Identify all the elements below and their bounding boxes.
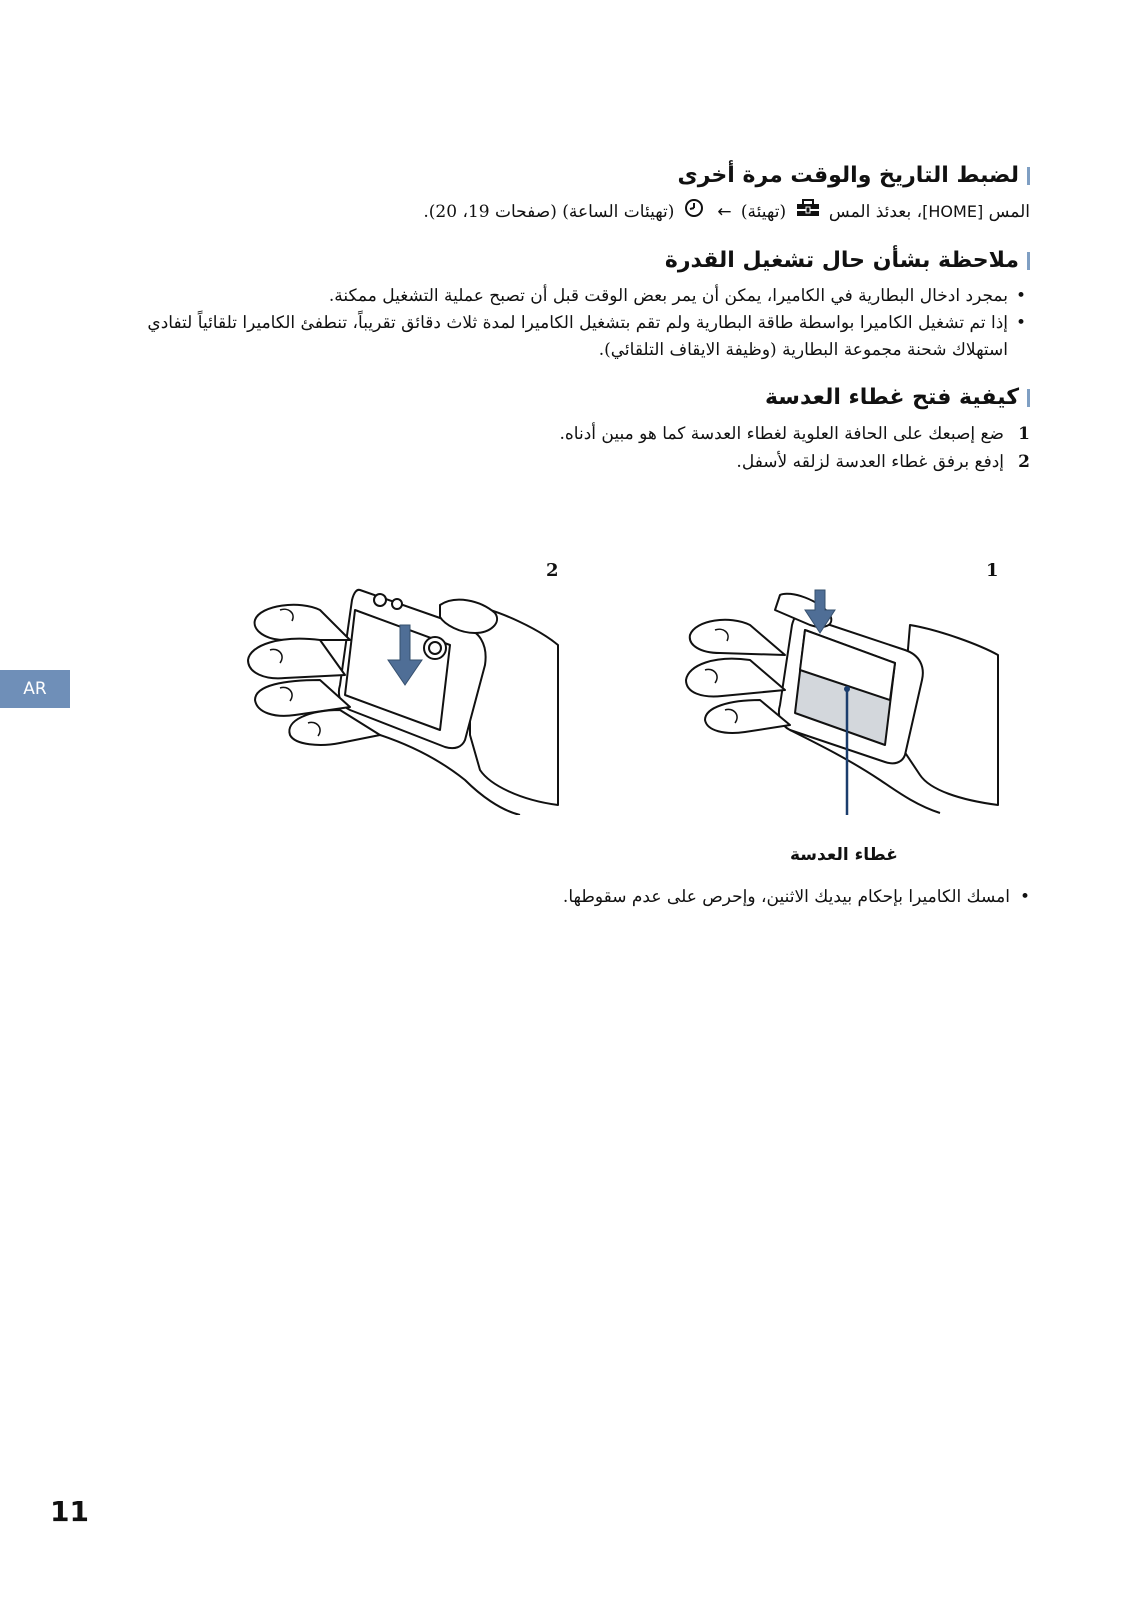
step-item — [110, 420, 1030, 448]
bullet-dot: • — [1015, 313, 1026, 333]
heading-bar — [1027, 167, 1030, 185]
language-tab: AR — [0, 670, 70, 708]
section-heading-power — [110, 245, 1030, 277]
bullet-dot: • — [1015, 286, 1026, 306]
section-heading-date-time — [110, 160, 1030, 192]
camera-slide-illustration — [240, 585, 570, 815]
step-text: ضع إصبعك على الحافة العلوية لغطاء العدسة كما هو مبين أدناه. — [559, 424, 1004, 444]
heading-text: كيفية فتح غطاء العدسة — [764, 385, 1019, 410]
power-notes-list — [110, 283, 1030, 364]
instr-text-2: ، بعدئذ المس — [828, 202, 923, 222]
step-item — [110, 448, 1030, 476]
page-number: 11 — [50, 1495, 89, 1528]
heading-text: ملاحظة بشأن حال تشغيل القدرة — [664, 248, 1019, 273]
illustration-label-1: 1 — [986, 560, 999, 581]
heading-bar — [1027, 389, 1030, 407]
date-time-instruction — [110, 198, 1030, 227]
list-item-text: إذا تم تشغيل الكاميرا بواسطة طاقة البطارية ولم تقم بتشغيل الكاميرا لمدة ثلاث دقائق تقريباً، تنطفئ الكاميرا تلقائياً لتفادي استهلاك شحنة مجموعة البطارية (وظيفة الايقاف التلقائي). — [147, 313, 1008, 360]
list-item-text: بمجرد ادخال البطارية في الكاميرا، يمكن أن يمر بعض الوقت قبل أن تصبح عملية التشغيل ممكنة. — [328, 286, 1008, 306]
instr-text-1: المس — [988, 202, 1030, 222]
toolbox-icon — [796, 199, 820, 226]
list-item — [110, 310, 1030, 364]
list-item — [110, 283, 1030, 310]
arrow-icon: ← — [717, 202, 732, 222]
camera-finger-illustration — [680, 585, 1010, 815]
step-number: 2 — [1018, 452, 1030, 472]
section-heading-lens-cover — [110, 382, 1030, 414]
note-text: امسك الكاميرا بإحكام بيديك الاثنين، وإحرص على عدم سقوطها. — [562, 887, 1010, 907]
clock-label: (تهيئات الساعة) (صفحات 19، 20). — [423, 202, 675, 222]
clock-icon — [684, 198, 704, 227]
page-content — [110, 160, 1030, 476]
home-key-label: [HOME] — [922, 202, 984, 221]
heading-text: لضبط التاريخ والوقت مرة أخرى — [677, 163, 1019, 188]
step-text: إدفع برفق غطاء العدسة لزلقه لأسفل. — [736, 452, 1004, 472]
heading-bar — [1027, 252, 1030, 270]
lens-cover-steps — [110, 420, 1030, 476]
lens-cover-caption: غطاء العدسة — [790, 845, 898, 865]
handling-note — [110, 884, 1030, 911]
setup-label: (تهيئة) — [740, 202, 787, 222]
illustration-label-2: 2 — [546, 560, 559, 581]
step-number: 1 — [1018, 424, 1030, 444]
bullet-dot: • — [1019, 887, 1030, 907]
